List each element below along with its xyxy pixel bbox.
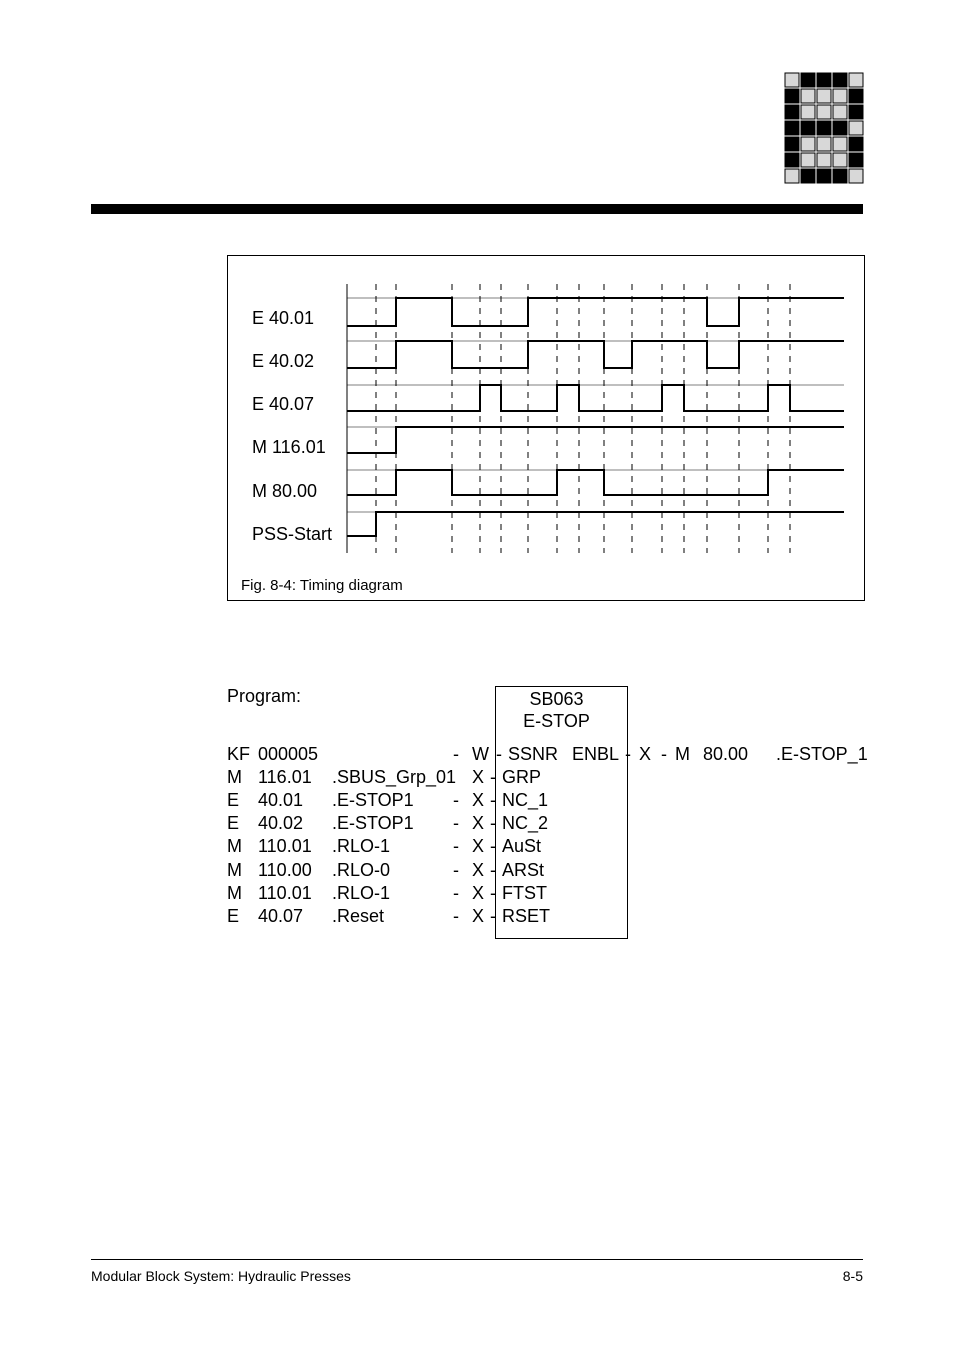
row-type: M — [227, 836, 242, 856]
timing-diagram-figure — [227, 255, 865, 601]
row-dash: - — [453, 883, 459, 903]
logo-cell — [833, 73, 847, 87]
row-symbol: .Reset — [332, 906, 385, 926]
logo-cell — [833, 137, 847, 151]
row-kind: X — [472, 790, 485, 810]
program-heading: Program: — [227, 686, 302, 706]
logo-cell — [785, 89, 799, 103]
footer-rule — [91, 1259, 863, 1260]
block-function: E-STOP — [523, 711, 590, 731]
output-symbol: .E-STOP_1 — [776, 744, 868, 764]
row-kind: X — [472, 883, 485, 903]
logo-cell — [785, 153, 799, 167]
row-input-pin: NC_1 — [502, 790, 549, 810]
row-input-pin: NC_2 — [502, 813, 549, 833]
output-type: M — [675, 744, 690, 764]
row-kind: X — [472, 836, 485, 856]
row-dash: - — [453, 813, 459, 833]
connector-dash: - — [490, 813, 496, 833]
figure-caption: Fig. 8-4: Timing diagram — [241, 577, 403, 594]
header-rule — [91, 204, 863, 214]
signal-waveform — [347, 385, 844, 411]
signal-waveform — [347, 298, 844, 326]
row-input-pin: ARSt — [502, 860, 545, 880]
row-kind: W — [472, 744, 489, 764]
row-symbol: .E-STOP1 — [332, 790, 414, 810]
logo-cell — [817, 137, 831, 151]
logo-cell — [785, 137, 799, 151]
logo-cell — [849, 137, 863, 151]
logo-cell — [785, 169, 799, 183]
row-address: 40.01 — [258, 790, 304, 810]
company-logo — [784, 72, 866, 184]
logo-cell — [817, 153, 831, 167]
row-symbol: .E-STOP1 — [332, 813, 414, 833]
signal-label-e4007: E 40.07 — [252, 394, 315, 414]
logo-cell — [785, 73, 799, 87]
function-block-box — [495, 686, 628, 939]
signal-label-pss-start: PSS-Start — [252, 524, 333, 544]
row-dash: - — [453, 906, 459, 926]
row-dash: - — [453, 790, 459, 810]
logo-cell — [801, 137, 815, 151]
logo-cell — [801, 73, 815, 87]
output-pin: ENBL — [572, 744, 620, 764]
row-type: E — [227, 906, 240, 926]
signal-label-e4001: E 40.01 — [252, 308, 315, 328]
logo-cell — [817, 169, 831, 183]
connector-dash: - — [490, 836, 496, 856]
row-kind: X — [472, 860, 485, 880]
timing-diagram — [228, 256, 864, 600]
row-symbol: .RLO-1 — [332, 836, 391, 856]
row-type: KF — [227, 744, 251, 764]
logo-cell — [833, 153, 847, 167]
signal-label-m8000: M 80.00 — [252, 481, 318, 501]
connector-dash: - — [490, 906, 496, 926]
row-address: 40.07 — [258, 906, 304, 926]
connector-dash: - — [661, 744, 667, 764]
connector-dash: - — [625, 744, 631, 764]
logo-cell — [849, 169, 863, 183]
row-address: 110.01 — [258, 836, 312, 856]
row-input-pin: SSNR — [508, 744, 559, 764]
logo-cell — [801, 153, 815, 167]
logo-cell — [801, 121, 815, 135]
row-kind: X — [472, 906, 485, 926]
signal-waveform — [347, 427, 844, 453]
logo-cell — [817, 105, 831, 119]
signal-waveform — [347, 341, 844, 368]
row-type: M — [227, 767, 242, 787]
row-type: M — [227, 860, 242, 880]
signal-label-m11601: M 116.01 — [252, 437, 326, 457]
connector-dash: - — [490, 860, 496, 880]
logo-cell — [785, 105, 799, 119]
connector-dash: - — [490, 767, 496, 787]
logo-cell — [785, 121, 799, 135]
row-kind: X — [472, 813, 485, 833]
signal-label-e4002: E 40.02 — [252, 351, 315, 371]
row-dash: - — [453, 860, 459, 880]
row-input-pin: AuSt — [502, 836, 542, 856]
logo-cell — [817, 89, 831, 103]
row-symbol: .SBUS_Grp_01 — [332, 767, 457, 787]
row-dash: - — [453, 744, 459, 764]
logo-cell — [849, 121, 863, 135]
logo-cell — [817, 73, 831, 87]
logo-cell — [801, 169, 815, 183]
connector-dash: - — [490, 883, 496, 903]
row-input-pin: FTST — [502, 883, 547, 903]
page-number: 8-5 — [842, 1268, 863, 1284]
logo-cell — [849, 89, 863, 103]
logo-cell — [849, 105, 863, 119]
row-address: 40.02 — [258, 813, 304, 833]
row-symbol: .RLO-0 — [332, 860, 391, 880]
connector-dash: - — [496, 744, 502, 764]
block-name: SB063 — [529, 689, 584, 709]
logo-cell — [849, 153, 863, 167]
row-kind: X — [472, 767, 485, 787]
signal-waveform — [347, 470, 844, 495]
output-address: 80.00 — [703, 744, 749, 764]
logo-cell — [801, 89, 815, 103]
row-type: E — [227, 813, 240, 833]
logo-cell — [833, 89, 847, 103]
row-type: M — [227, 883, 242, 903]
logo-cell — [833, 121, 847, 135]
signal-waveform — [347, 512, 844, 536]
row-address: 110.01 — [258, 883, 312, 903]
row-address: 000005 — [258, 744, 319, 764]
footer-title: Modular Block System: Hydraulic Presses — [91, 1268, 351, 1284]
row-symbol: .RLO-1 — [332, 883, 391, 903]
row-address: 110.00 — [258, 860, 312, 880]
logo-cell — [849, 73, 863, 87]
connector-dash: - — [490, 790, 496, 810]
row-dash: - — [453, 836, 459, 856]
logo-cell — [801, 105, 815, 119]
row-input-pin: RSET — [502, 906, 551, 926]
row-address: 116.01 — [258, 767, 312, 787]
row-input-pin: GRP — [502, 767, 542, 787]
output-kind: X — [639, 744, 652, 764]
logo-cell — [817, 121, 831, 135]
logo-cell — [833, 105, 847, 119]
row-type: E — [227, 790, 240, 810]
logo-cell — [833, 169, 847, 183]
